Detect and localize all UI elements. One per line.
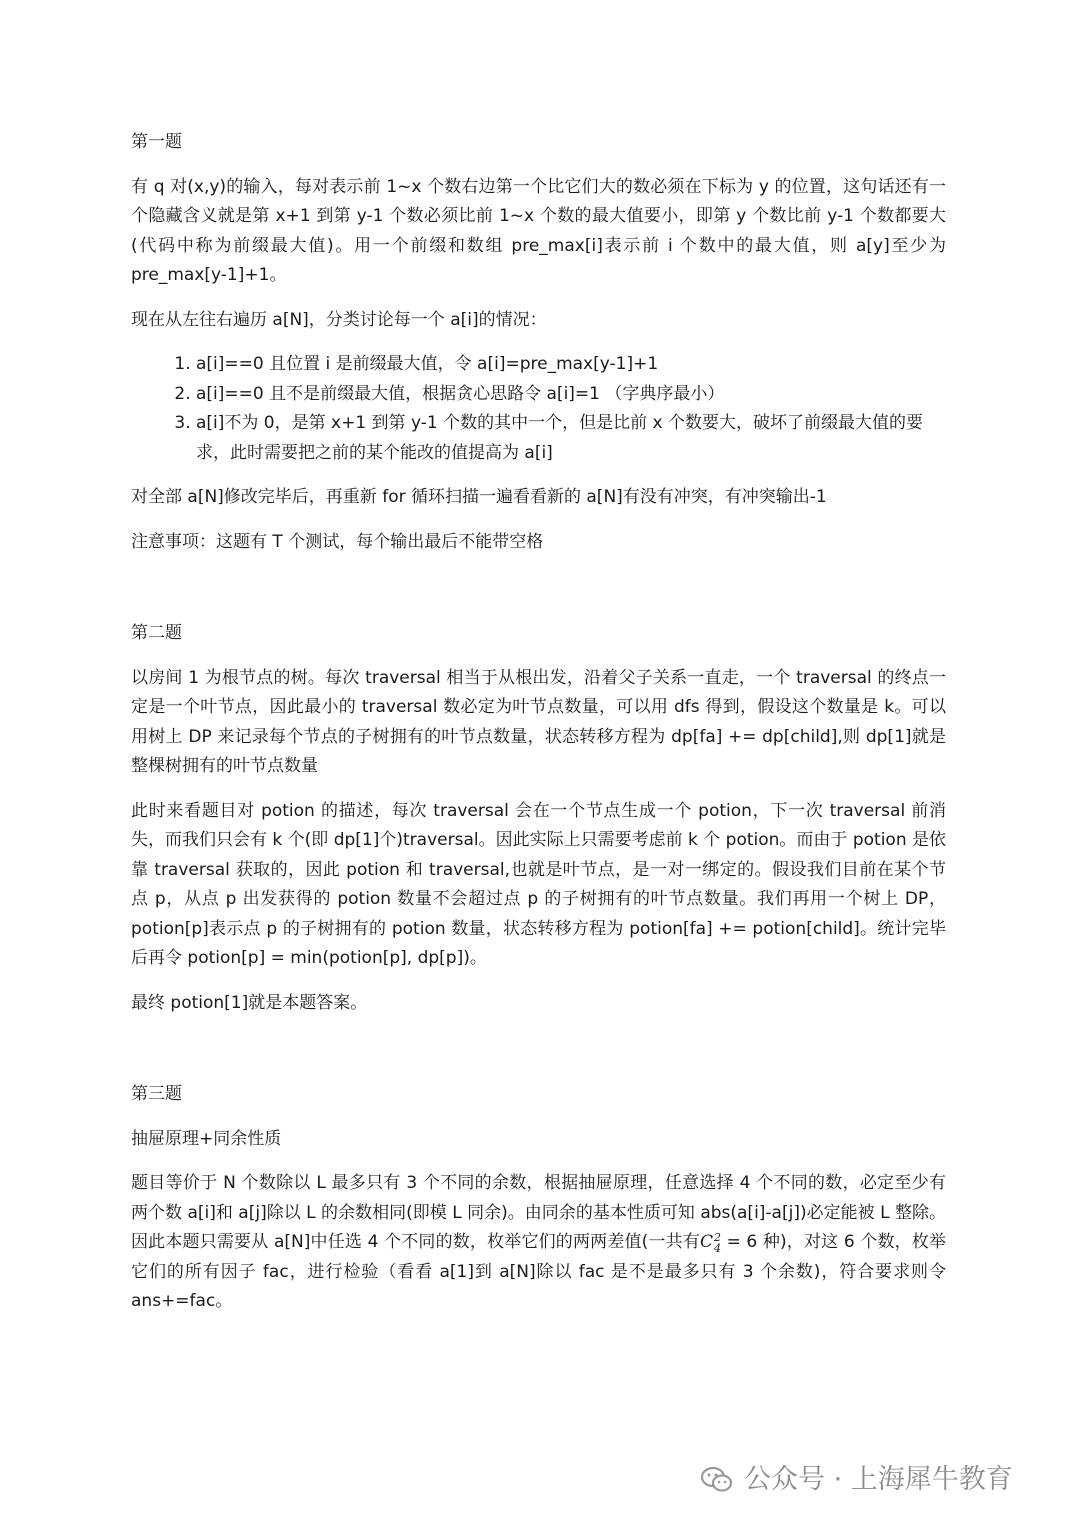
wechat-watermark [700,1460,1013,1500]
paragraph: 注意事项：这题有 T 个测试，每个输出最后不能带空格 [131,531,544,552]
list-item: 1. a[i]==0 且位置 i 是前缀最大值，令 a[i]=pre_max[y-1]+1 [196,350,946,380]
combination-formula: C 2 4 [700,1230,722,1255]
section-1 [131,128,946,557]
paragraph: 最终 potion[1]就是本题答案。 [131,992,368,1013]
section-3 [131,1080,946,1317]
numbered-list [131,350,946,468]
paragraph: 抽屉原理+同余性质 [131,1128,282,1149]
paragraph-text: = 6 种)，对这 6 个数，枚举它们的所有因子 fac，进行检验（看看 a[1]到 a[N]除以 fac 是不是最多只有 3 个余数)，符合要求则令 ans+=fac。 [131,1232,947,1311]
section-title: 第一题 [131,132,182,152]
paragraph: 有 q 对(x,y)的输入，每对表示前 1~x 个数右边第一个比它们大的数必须在下标为 y 的位置，这句话还有一个隐藏含义就是第 x+1 到第 y-1 个数必须比前 1~x 个数的最大值要小，即第 y 个数比前 y-1 个数都要大(代码中称为前缀最大值)。用一个前缀和数组 pre_max[i]表示前 i 个数中的最大值，则 a[y]至少为 pre_max[y-1]+1。 [131,176,946,285]
paragraph: 对全部 a[N]修改完毕后，再重新 for 循环扫描一遍看看新的 a[N]有没有冲突，有冲突输出-1 [131,487,827,507]
paragraph: 以房间 1 为根节点的树。每次 traversal 相当于从根出发，沿着父子关系一直走，一个 traversal 的终点一定是一个叶节点，因此最小的 traversal 数必定为叶节点数量，可以用 dfs 得到，假设这个数量是 k。可以用树上 DP 来记录每个节点的子树拥有的叶节点数量，状态转移方程为 dp[fa] += dp[child],则 dp[1]就是整棵树拥有的叶节点数量 [131,667,946,776]
watermark-text: 公众号 · 上海犀牛教育 [744,1464,1013,1495]
document-page [131,128,946,1332]
paragraph: 此时来看题目对 potion 的描述，每次 traversal 会在一个节点生成一个 potion，下一次 traversal 前消失，而我们只会有 k 个(即 dp[1]个)traversal。因此实际上只需要考虑前 k 个 potion。而由于 potion 是依靠 traversal 获取的，因此 potion 和 traversal,也就是叶节点，是一对一绑定的。假设我们目前在某个节点 p，从点 p 出发获得的 potion 数量不会超过点 p 的子树拥有的叶节点数量。我们再用一个树上 DP，potion[p]表示点 p 的子树拥有的 potion 数量，状态转移方程为 potion[fa] += potion[child]。统计完毕后再令 potion[p] = min(potion[p], dp[p])。 [131,800,946,968]
list-item: 3. a[i]不为 0，是第 x+1 到第 y-1 个数的其中一个，但是比前 x 个数要大，破坏了前缀最大值的要求，此时需要把之前的某个能改的值提高为 a[i] [196,409,946,468]
paragraph: 现在从左往右遍历 a[N]，分类讨论每一个 a[i]的情况： [131,309,547,330]
paragraph [131,1169,946,1317]
paragraph-text: 题目等价于 N 个数除以 L 最多只有 3 个不同的余数，根据抽屉原理，任意选择 4 个不同的数，必定至少有两个数 a[i]和 a[j]除以 L 的余数相同(即模 L 同余)。由同余的基本性质可知 abs(a[i]-a[j])必定能被 L 整除。因此本题只需要从 a[N]中任选 4 个不同的数，枚举它们的两两差值(一共有 [131,1173,946,1252]
section-title: 第二题 [131,623,182,643]
list-item: 2. a[i]==0 且不是前缀最大值，根据贪心思路令 a[i]=1 （字典序最小） [196,380,946,410]
section-2 [131,619,946,1018]
wechat-icon [700,1465,734,1495]
section-title: 第三题 [131,1084,182,1104]
